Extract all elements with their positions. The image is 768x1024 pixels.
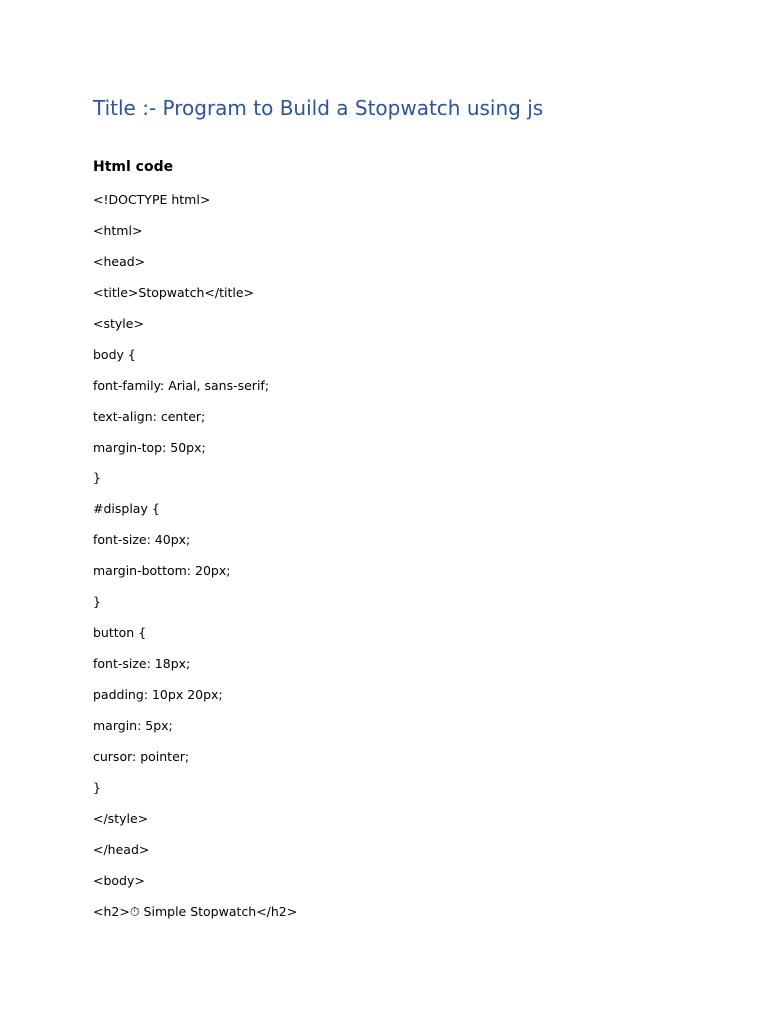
code-listing bbox=[93, 190, 297, 933]
code-line: font-size: 40px; bbox=[93, 532, 191, 548]
code-line: <head> bbox=[93, 253, 146, 269]
section-heading: Html code bbox=[93, 159, 174, 175]
page-title: Title :- Program to Build a Stopwatch using js bbox=[93, 96, 544, 120]
code-line: </style> bbox=[93, 810, 149, 826]
code-line: button { bbox=[93, 625, 147, 641]
code-line: } bbox=[93, 779, 101, 795]
code-line: </head> bbox=[93, 841, 150, 857]
code-line: padding: 10px 20px; bbox=[93, 687, 223, 702]
code-line: cursor: pointer; bbox=[93, 748, 190, 764]
code-line: <h2>⏱ Simple Stopwatch</h2> bbox=[93, 903, 298, 919]
code-line: text-align: center; bbox=[93, 408, 206, 424]
code-line: #display { bbox=[93, 501, 160, 517]
code-line: body { bbox=[93, 346, 136, 362]
code-line: font-family: Arial, sans-serif; bbox=[93, 377, 270, 393]
code-line: <!DOCTYPE html> bbox=[93, 192, 211, 207]
code-line: } bbox=[93, 594, 101, 610]
code-line: <title>Stopwatch</title> bbox=[93, 284, 254, 300]
code-line: } bbox=[93, 470, 101, 486]
code-line: margin-bottom: 20px; bbox=[93, 563, 231, 579]
code-line: margin: 5px; bbox=[93, 717, 173, 733]
code-line: margin-top: 50px; bbox=[93, 439, 206, 455]
code-line: <html> bbox=[93, 222, 143, 238]
code-line: <style> bbox=[93, 315, 144, 331]
code-line: <body> bbox=[93, 872, 145, 888]
code-line: font-size: 18px; bbox=[93, 656, 191, 672]
